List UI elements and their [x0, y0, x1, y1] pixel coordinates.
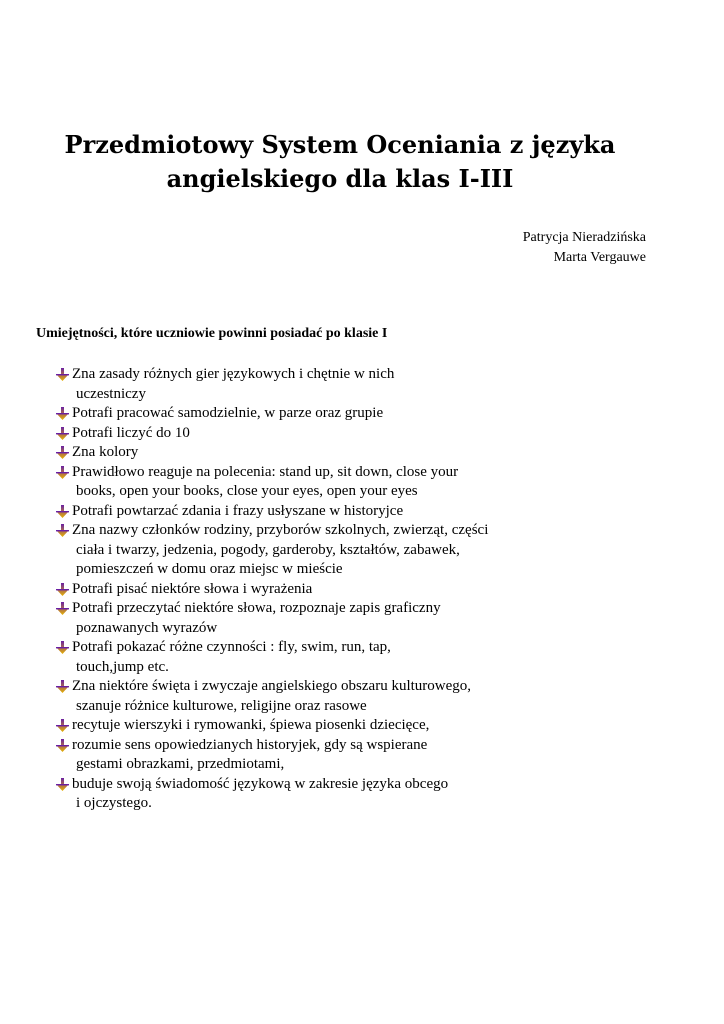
list-item-text: Zna nazwy członków rodziny, przyborów szkolnych, zwierząt, części — [72, 522, 489, 538]
arrow-bullet-icon — [56, 641, 70, 655]
list-item — [56, 775, 576, 814]
list-item-text-continuation: gestami obrazkami, przedmiotami, — [76, 756, 285, 772]
list-item-text: Potrafi pracować samodzielnie, w parze oraz grupie — [72, 405, 384, 421]
list-item-text-continuation: touch,jump etc. — [76, 658, 169, 675]
document-title — [40, 128, 640, 196]
title-line-2: angielskiego dla klas I-III — [166, 164, 514, 193]
arrow-bullet-icon — [56, 466, 70, 480]
arrow-bullet-icon — [56, 583, 70, 597]
list-item — [56, 463, 576, 502]
list-item-text: Potrafi przeczytać niektóre słowa, rozpoznaje zapis graficzny — [72, 600, 441, 616]
list-item-text-continuation: pomieszczeń w domu oraz miejsc w mieście — [76, 561, 343, 577]
list-item — [56, 677, 576, 716]
list-item-text: buduje swoją świadomość językową w zakresie języka obcego — [72, 775, 449, 792]
arrow-bullet-icon — [56, 524, 70, 538]
section-heading: Umiejętności, które uczniowie powinni posiadać po klasie I — [36, 326, 388, 341]
list-item-text-continuation: books, open your books, close your eyes, open your eyes — [76, 483, 418, 499]
list-item-text: Zna kolory — [72, 444, 139, 460]
list-item — [56, 502, 576, 522]
list-item-text: rozumie sens opowiedzianych historyjek, gdy są wspierane — [72, 736, 428, 753]
arrow-bullet-icon — [56, 719, 70, 733]
list-item-text: recytuje wierszyki i rymowanki, śpiewa piosenki dziecięce, — [72, 717, 430, 733]
list-item — [56, 404, 576, 424]
list-item-text-continuation: ciała i twarzy, jedzenia, pogody, garderoby, kształtów, zabawek, — [76, 541, 460, 558]
list-item-text: Prawidłowo reaguje na polecenia: stand up, sit down, close your — [72, 463, 459, 480]
list-item — [56, 365, 576, 404]
list-item — [56, 424, 576, 444]
arrow-bullet-icon — [56, 446, 70, 460]
list-item-text-continuation: i ojczystego. — [76, 795, 152, 811]
list-item — [56, 521, 576, 580]
authors-block — [523, 228, 646, 268]
list-item-text: Potrafi pisać niektóre słowa i wyrażenia — [72, 580, 313, 597]
author-2: Marta Vergauwe — [553, 250, 646, 265]
list-item-text: Potrafi liczyć do 10 — [72, 424, 190, 441]
arrow-bullet-icon — [56, 368, 70, 382]
list-item — [56, 599, 576, 638]
list-item-text-continuation: uczestniczy — [76, 385, 146, 402]
list-item-text: Zna niektóre święta i zwyczaje angielskiego obszaru kulturowego, — [72, 678, 472, 694]
author-1: Patrycja Nieradzińska — [522, 230, 646, 245]
skills-list — [56, 365, 576, 814]
arrow-bullet-icon — [56, 778, 70, 792]
list-item — [56, 580, 576, 600]
title-line-1: Przedmiotowy System Oceniania z języka — [64, 130, 616, 159]
arrow-bullet-icon — [56, 505, 70, 519]
arrow-bullet-icon — [56, 407, 70, 421]
list-item-text: Zna zasady różnych gier językowych i chętnie w nich — [72, 366, 395, 382]
list-item — [56, 716, 576, 736]
list-item — [56, 443, 576, 463]
list-item-text-continuation: poznawanych wyrazów — [76, 619, 218, 636]
list-item-text: Potrafi pokazać różne czynności : fly, swim, run, tap, — [72, 639, 391, 655]
list-item-text-continuation: szanuje różnice kulturowe, religijne oraz rasowe — [76, 697, 367, 714]
arrow-bullet-icon — [56, 680, 70, 694]
arrow-bullet-icon — [56, 739, 70, 753]
arrow-bullet-icon — [56, 427, 70, 441]
arrow-bullet-icon — [56, 602, 70, 616]
list-item — [56, 736, 576, 775]
list-item-text: Potrafi powtarzać zdania i frazy usłyszane w historyjce — [72, 502, 404, 519]
list-item — [56, 638, 576, 677]
